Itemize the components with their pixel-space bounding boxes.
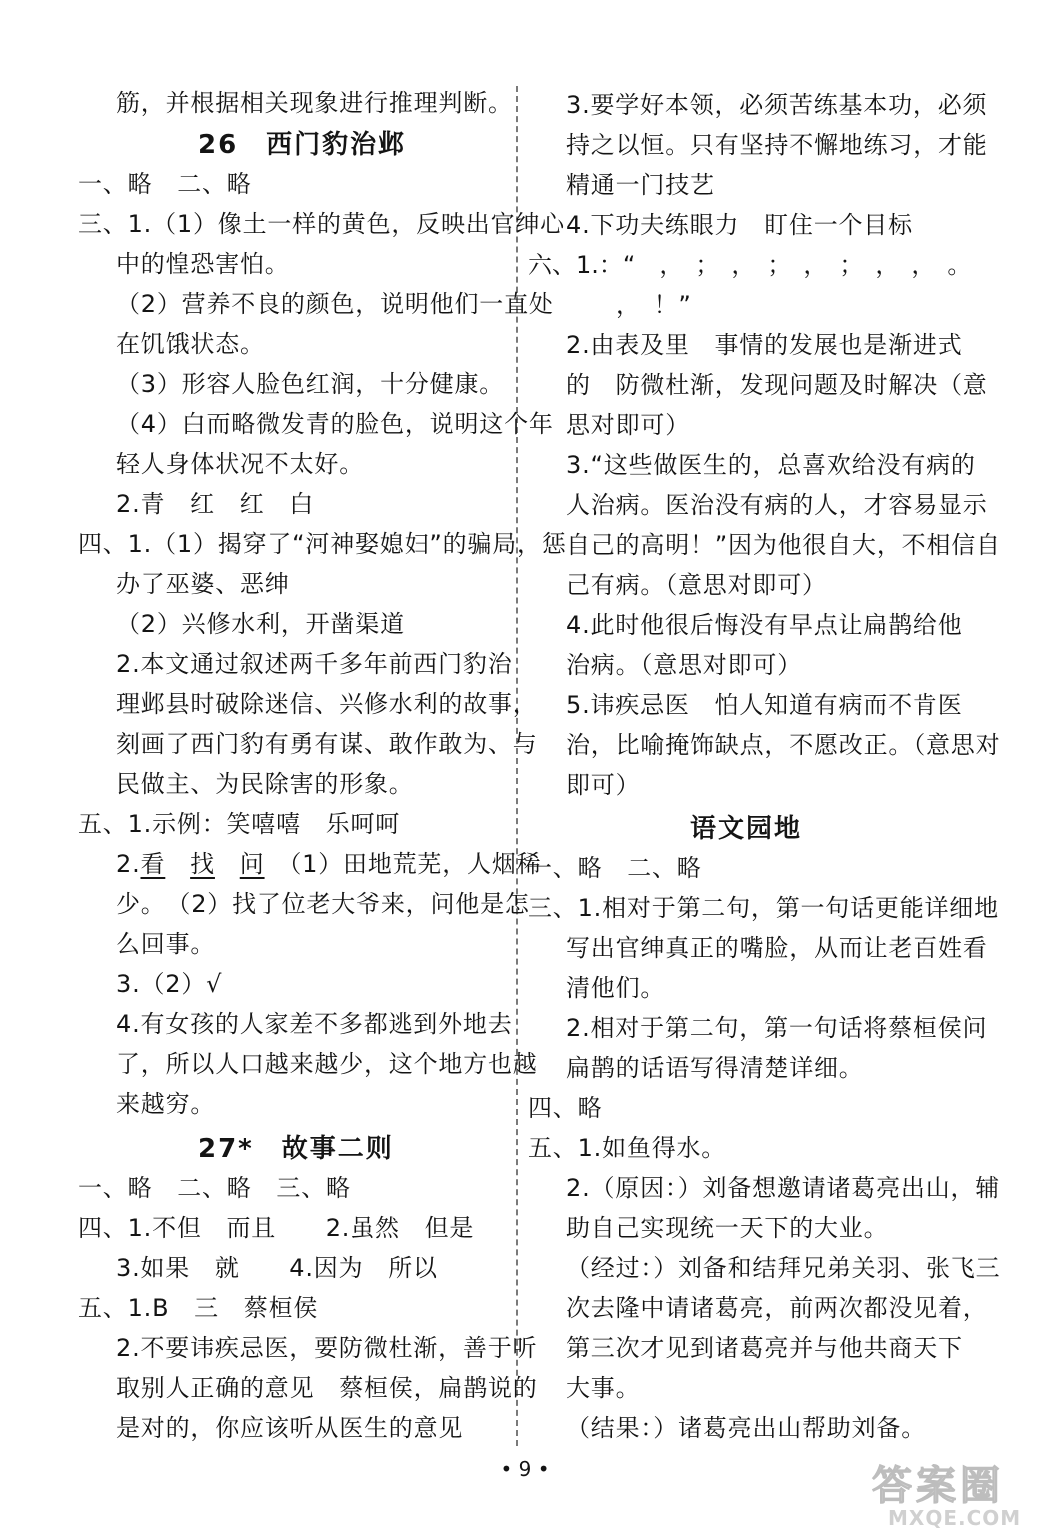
garden-q5-line: 第三次才见到诸葛亮并与他共商天下 (566, 1334, 963, 1362)
s26-q3-line: 在饥饿状态。 (116, 330, 265, 358)
garden-q5-line: 助自己实现统一天下的大业。 (566, 1214, 889, 1242)
page-number: • 9 • (500, 1457, 550, 1481)
s26-q3-line: 2.青 红 红 白 (116, 490, 315, 518)
s27-q5-line: 是对的，你应该听从医生的意见 (116, 1414, 464, 1442)
garden-q4: 四、略 (528, 1094, 603, 1122)
s26-q4-line: 刻画了西门豹有勇有谋、敢作敢为、与 (116, 730, 538, 758)
watermark-url: MXQE.COM (888, 1506, 1022, 1530)
s26-q4-line: 四、1.（1）揭穿了“河神娶媳妇”的骗局，惩 (78, 530, 567, 558)
garden-q5-line: 大事。 (566, 1374, 641, 1402)
s27-q4-line: 四、1.不但 而且 2.虽然 但是 (78, 1214, 475, 1242)
s26-q5-line: 么回事。 (116, 930, 216, 958)
s26-q3-line: 中的惶恐害怕。 (116, 250, 290, 278)
answer-rest: （1）田地荒芜，人烟稀 (264, 850, 542, 878)
cont-line: 精通一门技艺 (566, 171, 715, 199)
section-title-27: 27* 故事二则 (198, 1134, 394, 1164)
underlined-word: 问 (239, 850, 265, 878)
cont-line: 4.下功夫练眼力 盯住一个目标 (566, 211, 913, 239)
garden-q3-line: 三、1.相对于第二句，第一句话更能详细地 (528, 894, 999, 922)
underlined-word: 看 (140, 850, 166, 878)
section-title-26: 26 西门豹治邺 (198, 130, 407, 160)
s26-q5-line: 3.（2）√ (116, 970, 223, 998)
garden-q3-line: 扁鹊的话语写得清楚详细。 (566, 1054, 864, 1082)
watermark-logo (868, 1462, 1040, 1532)
s26-q5-line: 4.有女孩的人家差不多都逃到外地去 (116, 1010, 513, 1038)
s26-q12: 一、略 二、略 (78, 170, 252, 198)
q6-line: 治，比喻掩饰缺点，不愿改正。（意思对 (566, 731, 1001, 759)
garden-q5-line: （结果：）诸葛亮出山帮助刘备。 (566, 1414, 926, 1442)
q6-line: 思对即可） (566, 411, 690, 439)
s26-q4-line: 2.本文通过叙述两千多年前西门豹治 (116, 650, 513, 678)
q6-line: ， ！” (616, 291, 692, 319)
s27-q5-line: 五、1.B 三 蔡桓侯 (78, 1294, 319, 1322)
s26-q4-line: （2）兴修水利，开凿渠道 (116, 610, 405, 638)
s26-q4-line: 理邺县时破除迷信、兴修水利的故事， (116, 690, 538, 718)
q6-line: 即可） (566, 771, 641, 799)
section-title-garden: 语文园地 (690, 814, 803, 844)
s26-q3-line: （2）营养不良的颜色，说明他们一直处 (116, 290, 554, 318)
cont-line: 持之以恒。只有坚持不懈地练习，才能 (566, 131, 988, 159)
q6-line: 的 防微杜渐，发现问题及时解决（意 (566, 371, 988, 399)
q6-line: 己有病。（意思对即可） (566, 571, 827, 599)
s26-q5-line: 五、1.示例：笑嘻嘻 乐呵呵 (78, 810, 401, 838)
garden-q5-line: （经过：）刘备和结拜兄弟关羽、张飞三 (566, 1254, 1001, 1282)
garden-q5-line: 五、1.如鱼得水。 (528, 1134, 727, 1162)
garden-q3-line: 2.相对于第二句，第一句话将蔡桓侯问 (566, 1014, 988, 1042)
garden-q3-line: 写出官绅真正的嘴脸，从而让老百姓看 (566, 934, 988, 962)
s27-q5-line: 2.不要讳疾忌医，要防微杜渐，善于听 (116, 1334, 538, 1362)
s26-q3-line: 轻人身体状况不太好。 (116, 450, 364, 478)
watermark-logo-text: 答案圈 (872, 1463, 1004, 1509)
s26-q3-line: （4）白而略微发青的脸色，说明这个年 (116, 410, 554, 438)
s26-q4-line: 民做主、为民除害的形象。 (116, 770, 414, 798)
s27-q123: 一、略 二、略 三、略 (78, 1174, 351, 1202)
s26-q3-line: （3）形容人脸色红润，十分健康。 (116, 370, 505, 398)
s26-q5-line: 来越穷。 (116, 1090, 216, 1118)
q6-line: 4.此时他很后悔没有早点让扁鹊给他 (566, 611, 963, 639)
s26-q5-line: 了，所以人口越来越少，这个地方也越 (116, 1050, 538, 1078)
q6-line: 5.讳疾忌医 怕人知道有病而不肯医 (566, 691, 963, 719)
q6-line: 治病。（意思对即可） (566, 651, 802, 679)
s27-q4-line: 3.如果 就 4.因为 所以 (116, 1254, 438, 1282)
garden-q3-line: 清他们。 (566, 974, 666, 1002)
q6-line: 3.“这些做医生的，总喜欢给没有病的 (566, 451, 976, 479)
cont-line: 3.要学好本领，必须苦练基本功，必须 (566, 91, 988, 119)
garden-q5-line: 次去隆中请诸葛亮，前两次都没见着， (566, 1294, 988, 1322)
s26-q5-line: 少。 （2）找了位老大爷来，问他是怎 (116, 890, 530, 918)
s26-q3-line: 三、1.（1）像土一样的黄色，反映出官绅心 (78, 210, 565, 238)
answer-prefix: 2. (116, 850, 141, 878)
q6-line: 六、1.：“ ， ； ， ； ， ； ， ， 。 (528, 251, 972, 279)
s26-q5-line-underlined (116, 849, 541, 879)
q6-line: 人治病。医治没有病的人，才容易显示 (566, 491, 988, 519)
q6-line: 自己的高明！”因为他很自大，不相信自 (566, 531, 1001, 559)
intro-line: 筋，并根据相关现象进行推理判断。 (116, 89, 513, 117)
garden-q12: 一、略 二、略 (528, 854, 702, 882)
s26-q4-line: 办了巫婆、恶绅 (116, 570, 290, 598)
q6-line: 2.由表及里 事情的发展也是渐进式 (566, 331, 963, 359)
underlined-word: 找 (190, 850, 215, 878)
garden-q5-line: 2.（原因：）刘备想邀请诸葛亮出山，辅 (566, 1174, 1001, 1202)
s27-q5-line: 取别人正确的意见 蔡桓侯，扁鹊说的 (116, 1374, 538, 1402)
